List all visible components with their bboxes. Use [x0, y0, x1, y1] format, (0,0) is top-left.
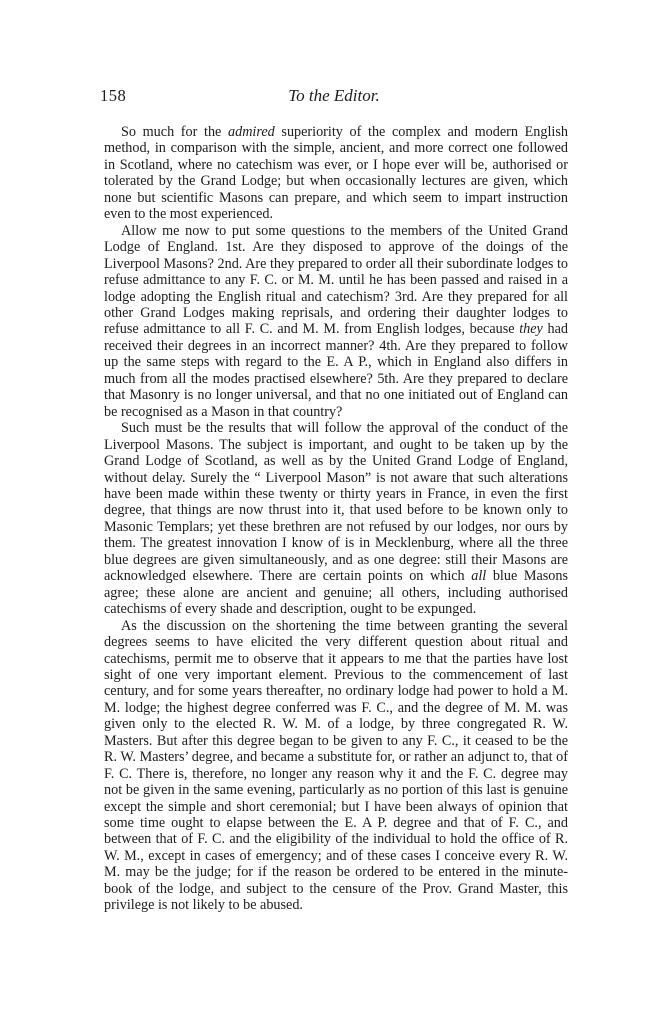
paragraph — [104, 420, 568, 617]
text-run: Such must be the results that will follow the approval of the conduct of the Liverpool Masons. The subject is important, and ought to be taken up by the Grand Lodge of Scotland, as well as by the United Grand Lodge of England, without delay. Surely the “ Liverpool Mason” is not aware that such alterations have been made within these twenty or thirty years in France, in even the first degree, that things are now thrust into it, that used before to be known only to Masonic Templars; yet these brethren are not refused by our lodges, nor ours by them. The greatest innovation I know of is in Mecklenburg, where all the three blue degrees are given simultaneously, and as one degree: still their Masons are acknowledged elsewhere. There are certain points on which — [104, 420, 568, 585]
body-text — [104, 124, 568, 914]
page-number: 158 — [100, 86, 127, 105]
emphasis-word: they — [519, 321, 543, 338]
text-run: So much for the — [121, 124, 228, 140]
page-header — [100, 86, 568, 108]
text-run: superiority of the complex and modern English method, in comparison with the simple, ancient, and more correct one followed in Scotland, where no catechism was ever, or I hope ever will be, authorised or tolerated by the Grand Lodge; but when occasionally lectures are given, which none but scientific Masons can prepare, and which seem to impart instruction even to the most experienced. — [104, 124, 568, 223]
paragraph — [104, 618, 568, 914]
emphasis-word: admired — [228, 124, 275, 140]
paragraph — [104, 124, 568, 223]
text-run: Allow me now to put some questions to the members of the United Grand Lodge of England. 1st. Are they disposed to approve of the doings of the Liverpool Masons? 2nd. Are they prepared to order all their subordinate lodges to refuse admittance to any F. C. or M. M. until he has been passed and raised in a lodge adopting the English ritual and catechism? 3rd. Are they prepared for all other Grand Lodges making reprisals, and ordering their daughter lodges to refuse admittance to all F. C. and M. M. from English lodges, because — [104, 222, 568, 338]
text-run: had received their degrees in an incorrect manner? 4th. Are they prepared to follow up the same steps with regard to the E. A P., which in England also differs in much from all the modes practised elsewhere? 5th. Are they prepared to declare that Masonry is no longer universal, and that no one initiated out of England can be recognised as a Mason in that country? — [104, 321, 568, 420]
running-title: To the Editor. — [288, 86, 380, 105]
emphasis-word: all — [471, 568, 487, 585]
text-run: blue Masons agree; these alone are ancient and genuine; all others, including authorised catechisms of every shade and description, ought to be expunged. — [104, 568, 568, 618]
text-run: As the discussion on the shortening the time between granting the several degrees seems to have elicited the very different question about ritual and catechisms, permit me to observe that it appears to me that the parties have lost sight of one very important element. Previous to the commencement of last century, and for some years thereafter, no ordinary lodge had power to hold a M. M. lodge; the highest degree conferred was F. C., and the degree of M. M. was given only to the elected R. W. M. of a lodge, by three congregated R. W. Masters. But after this degree began to be given to any F. C., it ceased to be the R. W. Masters’ degree, and became a substitute for, or rather an adjunct to, that of F. C. There is, therefore, no longer any reason why it and the F. C. degree may not be given in the same evening, particularly as no portion of this last is genuine except the simple and short ceremonial; but I have been always of opinion that some time ought to elapse between the E. A P. degree and that of F. C., and between that of F. C. and the eligibility of the individual to hold the office of R. W. M., except in cases of emergency; and of these cases I conceive every R. W. M. may be the judge; for if the reason be ordered to be entered in the minute-book of the lodge, and subject to the censure of the Prov. Grand Master, this privilege is not likely to be abused. — [104, 617, 568, 914]
paragraph — [104, 223, 568, 420]
